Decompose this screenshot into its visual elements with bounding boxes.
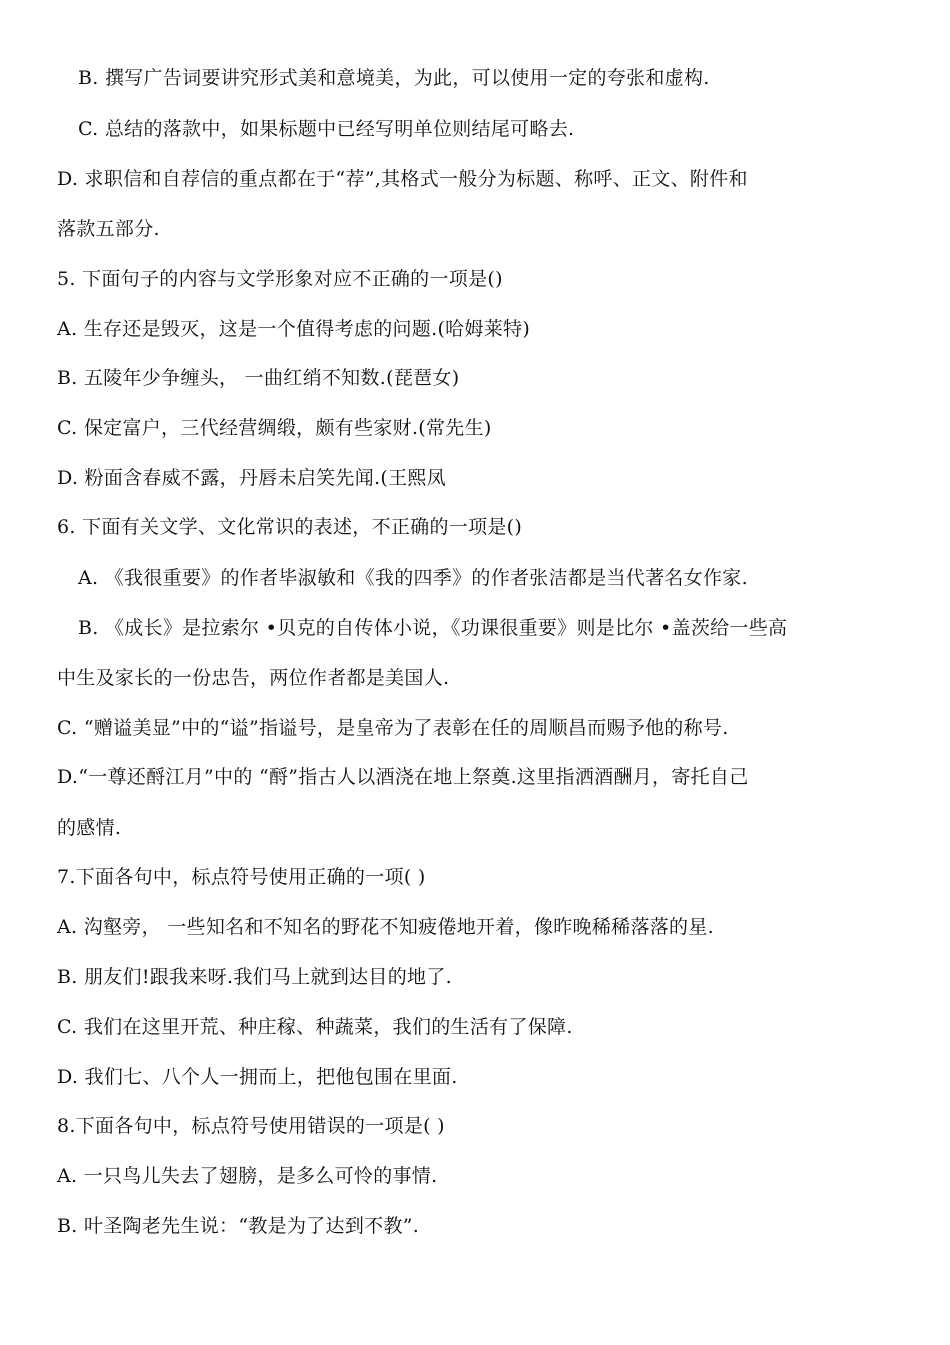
option-d-line: D. 求职信和自荐信的重点都在于“荐”,其格式一般分为标题、称呼、正文、附件和 <box>57 168 748 190</box>
question-6-option-d-continuation: 的感情. <box>57 817 122 839</box>
question-6-option-d: D.“一尊还酹江月”中的 “酹”指古人以酒浇在地上祭奠.这里指洒酒酬月，寄托自己 <box>57 766 749 788</box>
question-8-stem: 8.下面各句中，标点符号使用错误的一项是( ) <box>57 1115 445 1137</box>
question-5-option-a: A. 生存还是毁灭，这是一个值得考虑的问题.(哈姆莱特) <box>57 318 531 340</box>
question-6-option-b-continuation: 中生及家长的一份忠告，两位作者都是美国人. <box>57 667 450 689</box>
question-6-option-b: B. 《成长》是拉索尔 •贝克的自传体小说，《功课很重要》则是比尔 •盖茨给一些高 <box>78 617 788 639</box>
question-7-option-a: A. 沟壑旁， 一些知名和不知名的野花不知疲倦地开着，像昨晚稀稀落落的星. <box>57 916 714 938</box>
question-7-stem: 7.下面各句中，标点符号使用正确的一项( ) <box>57 866 426 888</box>
option-c-line: C. 总结的落款中，如果标题中已经写明单位则结尾可略去. <box>78 118 575 140</box>
question-5-stem: 5. 下面句子的内容与文学形象对应不正确的一项是() <box>57 268 503 290</box>
question-5-option-d: D. 粉面含春威不露，丹唇未启笑先闻.(王熙凤 <box>57 467 446 489</box>
question-7-option-c: C. 我们在这里开荒、种庄稼、种蔬菜，我们的生活有了保障. <box>57 1016 573 1038</box>
option-d-continuation: 落款五部分. <box>57 218 160 240</box>
question-6-option-a: A. 《我很重要》的作者毕淑敏和《我的四季》的作者张洁都是当代著名女作家. <box>78 567 748 589</box>
question-8-option-a: A. 一只鸟儿失去了翅膀，是多么可怜的事情. <box>57 1165 438 1187</box>
question-5-option-b: B. 五陵年少争缠头， 一曲红绡不知数.(琵琶女) <box>57 367 460 389</box>
question-8-option-b: B. 叶圣陶老先生说：“教是为了达到不教”. <box>57 1215 420 1237</box>
option-b-line: B. 撰写广告词要讲究形式美和意境美，为此，可以使用一定的夸张和虚构. <box>78 67 710 89</box>
question-7-option-d: D. 我们七、八个人一拥而上，把他包围在里面. <box>57 1066 458 1088</box>
question-6-stem: 6. 下面有关文学、文化常识的表述，不正确的一项是() <box>57 516 523 538</box>
question-7-option-b: B. 朋友们!跟我来呀.我们马上就到达目的地了. <box>57 966 452 988</box>
question-6-option-c: C. “赠谥美显”中的“谥”指谥号，是皇帝为了表彰在任的周顺昌而赐予他的称号. <box>57 717 729 739</box>
question-5-option-c: C. 保定富户，三代经营绸缎，颇有些家财.(常先生) <box>57 417 492 439</box>
